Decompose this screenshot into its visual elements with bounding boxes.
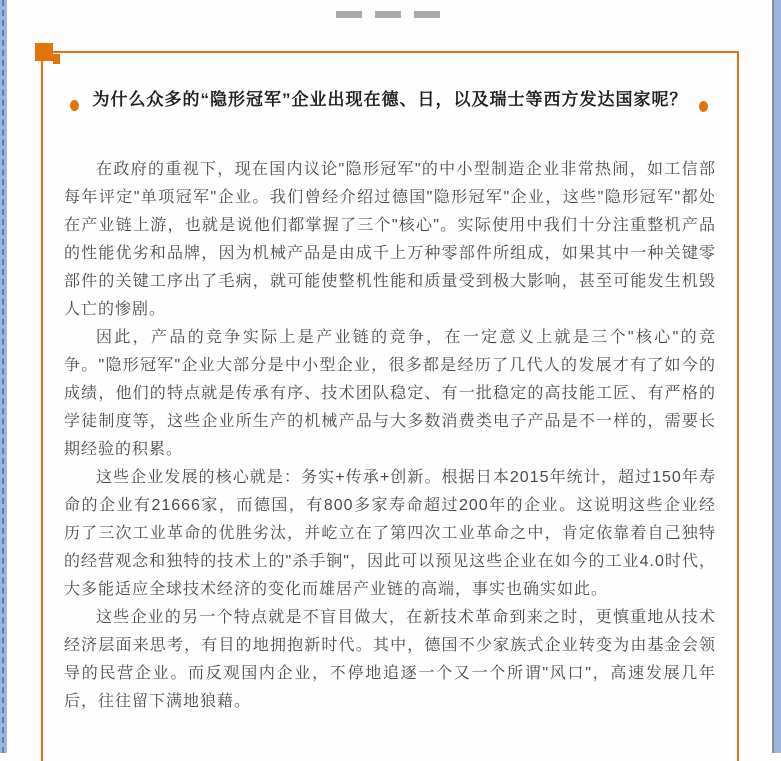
right-border-stripe [772, 0, 781, 753]
paragraph: 因此，产品的竞争实际上是产业链的竞争，在一定意义上就是三个"核心"的竞争。"隐形冠军"企业大部分是中小型企业，很多都是经历了几代人的发展才有了如今的成绩，他们的特点就是传承有序、技术团队稳定、有一批稳定的高技能工匠、有严格的学徒制度等，这些企业所生产的机械产品与大多数消费类电子产品是不一样的，需要长期经验的积累。 [64, 329, 716, 458]
drag-dash-icon [375, 11, 401, 18]
drag-dash-icon [414, 11, 440, 18]
frame-corner-ornament [35, 43, 53, 61]
article-title: 为什么众多的“隐形冠军”企业出现在德、日，以及瑞士等西方发达国家呢？ [92, 90, 688, 109]
article-body [64, 156, 716, 716]
paragraph: 这些企业发展的核心就是：务实+传承+创新。根据日本2015年统计，超过150年寿命的企业有21666家，而德国，有800多家寿命超过200年的企业。这说明这些企业经历了三次工业革命的优胜劣汰，并屹立在了第四次工业革命之中，肯定依靠着自己独特的经营观念和独特的技术上的"杀手锏"，因此可以预见这些企业在如今的工业4.0时代，大多能适应全球技术经济的变化而雄居产业链的高端，事实也确实如此。 [64, 469, 716, 598]
left-border-stripe [0, 0, 7, 753]
title-bullet-right-icon [699, 101, 708, 112]
left-stripe-dashed-line [2, 0, 4, 753]
paragraph: 在政府的重视下，现在国内议论"隐形冠军"的中小型制造企业非常热闹，如工信部每年评定"单项冠军"企业。我们曾经介绍过德国"隐形冠军"企业，这些"隐形冠军"都处在产业链上游，也就是说他们都掌握了三个"核心"。实际使用中我们十分注重整机产品的性能优劣和品牌，因为机械产品是由成千上万种零部件所组成，如果其中一种关键零部件的关键工序出了毛病，就可能使整机性能和质量受到极大影响，甚至可能发生机毁人亡的惨剧。 [64, 161, 716, 318]
paragraph: 这些企业的另一个特点就是不盲目做大，在新技术革命到来之时，更慎重地从技术经济层面来思考，有目的地拥抱新时代。其中，德国不少家族式企业转变为由基金会领导的民营企业。而反观国内企业，不停地追逐一个又一个所谓"风口"，高速发展几年后，往往留下满地狼藉。 [64, 609, 716, 710]
title-bullet-left-icon [70, 100, 79, 111]
drag-dash-icon [336, 11, 362, 18]
frame-corner-ornament-step [53, 54, 60, 64]
top-drag-handle [336, 11, 440, 18]
